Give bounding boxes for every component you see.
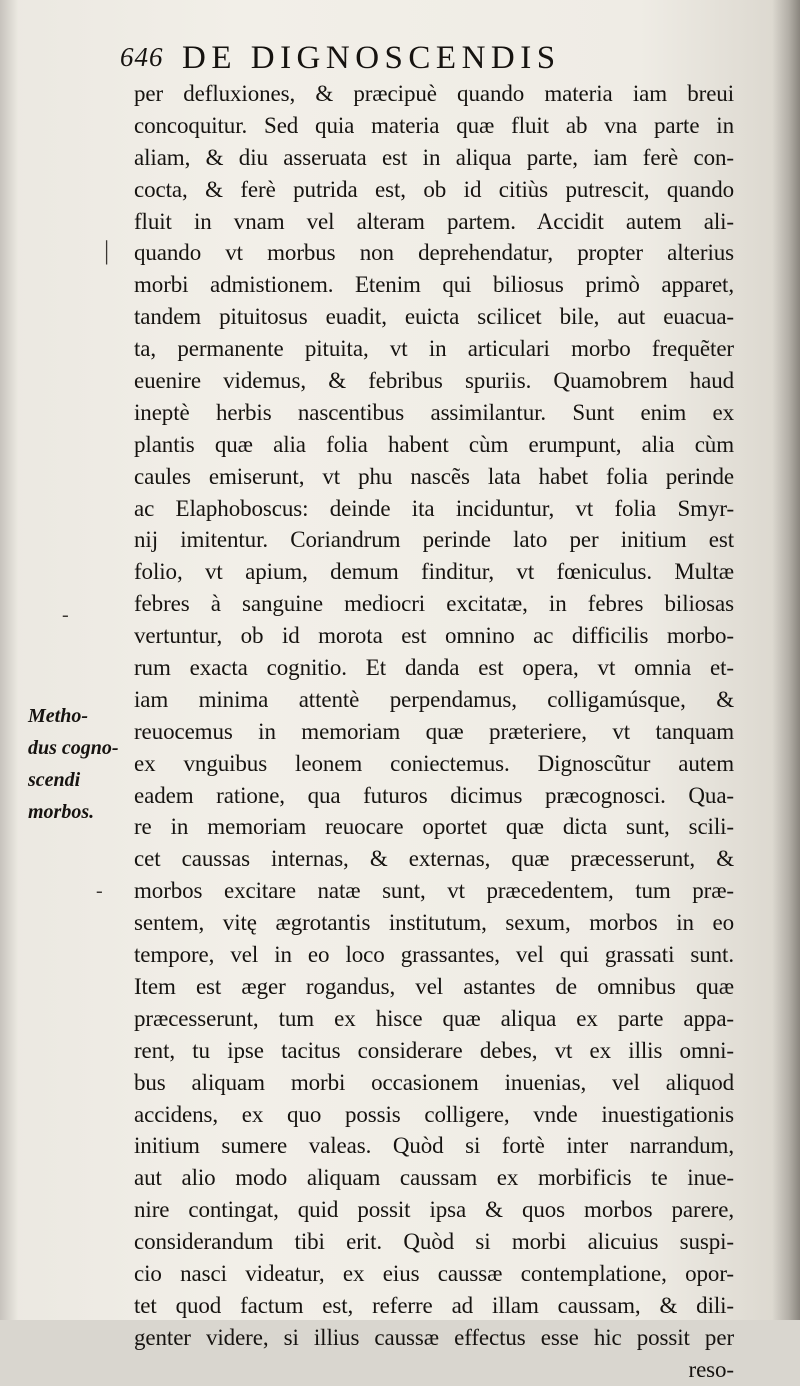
text-line: eadem ratione, qua futuros dicimus præcognosci. Qua- bbox=[134, 782, 734, 808]
text-line: reuocemus in memoriam quæ præteriere, vt tanquam bbox=[134, 718, 734, 744]
text-line: nij imitentur. Coriandrum perinde lato per initium est bbox=[134, 527, 734, 553]
text-line: initium sumere valeas. Quòd si fortè inter narrandum, bbox=[134, 1133, 734, 1159]
text-line: febres à sanguine mediocri excitatæ, in febres biliosas bbox=[134, 591, 734, 617]
main-text-block bbox=[134, 78, 734, 1386]
text-line: nire contingat, quid possit ipsa & quos morbos parere, bbox=[134, 1197, 734, 1223]
catchword: reso- bbox=[688, 1356, 734, 1382]
text-line: euenire videmus, & febribus spuriis. Quamobrem haud bbox=[134, 368, 734, 394]
page-number: 646 bbox=[120, 42, 164, 72]
text-line: ac Elaphoboscus: deinde ita inciduntur, vt folia Smyr- bbox=[134, 495, 734, 521]
text-line: caules emiserunt, vt phu nascẽs lata habet folia perinde bbox=[134, 463, 734, 489]
text-line: concoquitur. Sed quia materia quæ fluit ab vna parte in bbox=[134, 112, 734, 138]
page-edge-shadow bbox=[772, 0, 800, 1320]
text-line: cio nasci videatur, ex eius caussæ contemplatione, opor- bbox=[134, 1260, 734, 1286]
text-line: præcesserunt, tum ex hisce quæ aliqua ex parte appa- bbox=[134, 1005, 734, 1031]
text-line: plantis quæ alia folia habent cùm erumpunt, alia cùm bbox=[134, 431, 734, 457]
text-line: per defluxiones, & præcipuè quando materia iam breui bbox=[134, 81, 734, 106]
text-line: aut alio modo aliquam caussam ex morbificis te inue- bbox=[134, 1165, 734, 1191]
text-line: Item est æger rogandus, vel astantes de omnibus quæ bbox=[134, 973, 734, 999]
running-head: DE DIGNOSCENDIS bbox=[182, 40, 561, 76]
marginal-note-line: Metho- bbox=[28, 705, 88, 727]
text-line: ta, permanente pituita, vt in articulari morbo frequẽter bbox=[134, 336, 734, 362]
text-line: tet quod factum est, referre ad illam caussam, & dili- bbox=[134, 1292, 734, 1318]
marginal-note bbox=[28, 700, 128, 828]
text-line: tandem pituitosus euadit, euicta scilicet bile, aut euacua- bbox=[134, 304, 734, 330]
text-line: bus aliquam morbi occasionem inuenias, vel aliquod bbox=[134, 1069, 734, 1095]
text-line: ex vnguibus leonem coniectemus. Dignoscũtur autem bbox=[134, 750, 734, 776]
text-line: rum exacta cognitio. Et danda est opera, vt omnia et- bbox=[134, 655, 734, 681]
marginal-note-line: dus cogno- bbox=[28, 737, 119, 759]
text-line: quando vt morbus non deprehendatur, propter alterius bbox=[134, 240, 734, 266]
text-line: rent, tu ipse tacitus considerare debes, vt ex illis omni- bbox=[134, 1037, 734, 1063]
text-line: sentem, vitę ægrotantis institutum, sexum, morbos in eo bbox=[134, 910, 734, 936]
text-line: considerandum tibi erit. Quòd si morbi alicuius suspi- bbox=[134, 1229, 734, 1255]
text-line: aliam, & diu asseruata est in aliqua parte, iam ferè con- bbox=[134, 144, 734, 170]
text-line: tempore, vel in eo loco grassantes, vel qui grassati sunt. bbox=[134, 942, 734, 968]
marginal-note-line: morbos. bbox=[28, 801, 95, 823]
text-line: accidens, ex quo possis colligere, vnde inuestigationis bbox=[134, 1101, 734, 1127]
marginal-note-line: scendi bbox=[28, 769, 81, 791]
page-gutter-shadow bbox=[0, 0, 18, 1320]
text-line: cet caussas internas, & externas, quæ præcesserunt, & bbox=[134, 846, 734, 872]
margin-dash-mark: - bbox=[62, 604, 69, 626]
text-line: morbos excitare natæ sunt, vt præcedentem, tum præ- bbox=[134, 878, 734, 904]
text-line: cocta, & ferè putrida est, ob id citiùs putrescit, quando bbox=[134, 176, 734, 202]
margin-dash-mark: - bbox=[96, 880, 103, 902]
text-line: vertuntur, ob id morota est omnino ac difficilis morbo- bbox=[134, 623, 734, 649]
text-line: fluit in vnam vel alteram partem. Accidit autem ali- bbox=[134, 208, 734, 234]
margin-stroke-mark: | bbox=[104, 236, 110, 265]
text-line: genter videre, si illius caussæ effectus esse hic possit per bbox=[134, 1324, 734, 1350]
text-line: ineptè herbis nascentibus assimilantur. Sunt enim ex bbox=[134, 399, 734, 425]
text-line: morbi admistionem. Etenim qui biliosus primò apparet, bbox=[134, 272, 734, 298]
text-line: re in memoriam reuocare oportet quæ dicta sunt, scili- bbox=[134, 814, 734, 840]
page-header bbox=[120, 40, 640, 80]
text-line: folio, vt apium, demum finditur, vt fœniculus. Multæ bbox=[134, 559, 734, 585]
text-line: iam minima attentè perpendamus, colligamúsque, & bbox=[134, 686, 734, 712]
